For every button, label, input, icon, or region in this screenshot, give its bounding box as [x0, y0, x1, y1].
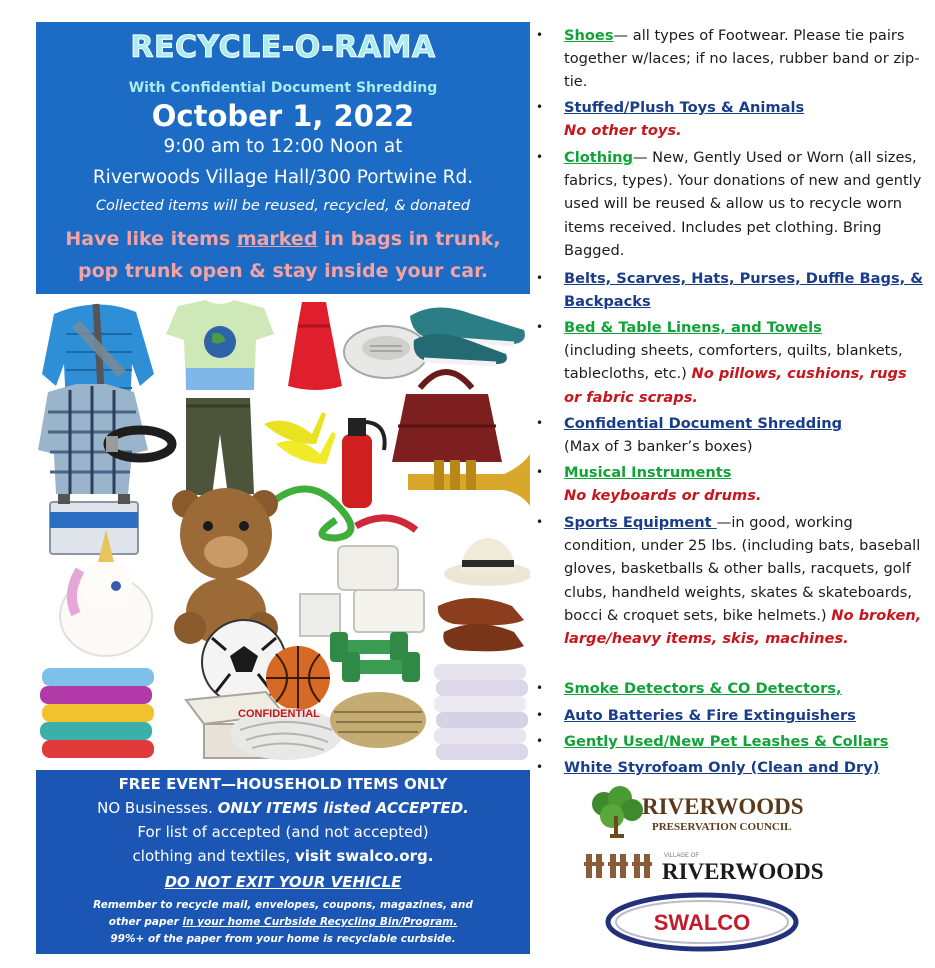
magazine-pile-image [330, 692, 426, 748]
visit-swalco-link[interactable]: visit swalco.org. [294, 847, 434, 865]
bullet-icon: • [536, 681, 544, 695]
teddy-bear-image [172, 488, 278, 646]
reminder-line-1: Remember to recycle mail, envelopes, coupons, magazines, and [93, 899, 473, 911]
fire-extinguisher-image [342, 418, 385, 508]
green-pants-image [186, 398, 254, 496]
for-list-line: For list of accepted (and not accepted) [137, 823, 429, 841]
shoes-heading: Shoes [564, 27, 614, 44]
sports-equipment-heading: Sports Equipment [564, 514, 717, 531]
red-dress-image [288, 302, 342, 390]
swalco-name: SWALCO [653, 910, 751, 935]
reminder-line-3: 99%+ of the paper from your home is recyclable curbside. [110, 933, 456, 945]
visit-swalco-line [36, 847, 530, 865]
rpc-subtitle: PRESERVATION COUNCIL [652, 821, 792, 833]
collected-note: Collected items will be reused, recycled, & donated [95, 198, 471, 214]
bullet-icon: • [536, 515, 544, 529]
linens-heading: Bed & Table Linens, and Towels [564, 319, 822, 336]
only-items-text: ONLY ITEMS listed ACCEPTED. [217, 799, 469, 817]
basketball-image [266, 646, 330, 710]
musical-instruments-note: No keyboards or drums. [564, 487, 762, 505]
sneakers-image [410, 307, 525, 364]
instruction-pre: Have like items [65, 228, 237, 250]
bullet-icon: • [536, 708, 544, 722]
bullet-icon: • [536, 760, 544, 774]
event-location: Riverwoods Village Hall/300 Portwine Rd. [92, 167, 474, 188]
stuffed-toys-note: No other toys. [564, 122, 682, 140]
styrofoam-image [300, 546, 424, 636]
flyer-left-panel [36, 22, 530, 954]
event-footer-panel [36, 770, 530, 954]
stuffed-toys-heading: Stuffed/Plush Toys & Animals [564, 99, 805, 116]
reminder-line-2-pre: other paper [108, 916, 183, 928]
smoke-detectors-heading: Smoke Detectors & CO Detectors, [564, 680, 842, 697]
event-header-panel [36, 22, 530, 294]
purse-image [392, 372, 502, 462]
no-businesses-line [36, 799, 530, 817]
dumbbells-image [330, 632, 420, 682]
bullet-icon: • [536, 416, 544, 430]
no-businesses-text: NO Businesses. [97, 799, 218, 817]
car-battery-image [50, 494, 138, 554]
instruction-marked: marked [236, 228, 318, 250]
bullet-icon: • [536, 28, 544, 42]
clothing-heading: Clothing [564, 149, 633, 166]
village-of-label: VILLAGE OF [664, 853, 700, 859]
village-building-icon [584, 854, 652, 878]
towels-stack-image [40, 668, 154, 758]
swalco-logo [604, 892, 800, 952]
shredding-text: (Max of 3 banker’s boxes) [564, 438, 753, 456]
oak-leaf-icon [592, 786, 643, 836]
pet-leashes-heading: Gently Used/New Pet Leashes & Collars [564, 733, 889, 750]
shredding-heading: Confidential Document Shredding [564, 415, 843, 432]
riverwoods-preservation-council-logo [582, 786, 852, 842]
village-of-riverwoods-logo [582, 848, 842, 882]
batteries-heading: Auto Batteries & Fire Extinguishers [564, 707, 856, 724]
reminder-line-2 [36, 916, 530, 928]
clothing-textiles-text: clothing and textiles, [132, 847, 295, 865]
bullet-icon: • [536, 320, 544, 334]
bullet-icon: • [536, 100, 544, 114]
bullet-icon: • [536, 271, 544, 285]
instruction-post: in bags in trunk, [317, 228, 501, 250]
bullet-icon: • [536, 150, 544, 164]
do-not-exit-warning: DO NOT EXIT YOUR VEHICLE [164, 873, 402, 891]
reminder-line-2-curbside: in your home Curbside Recycling Bin/Program. [182, 916, 458, 928]
event-subtitle: With Confidential Document Shredding [128, 80, 438, 96]
event-title: RECYCLE-O-RAMA [130, 30, 436, 65]
instruction-line-1 [36, 228, 530, 250]
village-name: RIVERWOODS [662, 859, 824, 882]
instruction-line-2: pop trunk open & stay inside your car. [78, 260, 488, 282]
linens-text: (including sheets, comforters, quilts, blankets, tablecloths, etc.) [564, 342, 903, 383]
belts-bags-heading: Belts, Scarves, Hats, Purses, Duffle Bags, & Backpacks [564, 270, 923, 311]
boat-shoes-image [438, 598, 524, 651]
bullet-icon: • [536, 734, 544, 748]
event-time: 9:00 am to 12:00 Noon at [163, 136, 403, 157]
items-collage [36, 294, 530, 770]
clothing-text: — New, Gently Used or Worn (all sizes, fabrics, types). Your donations of new and gently used will be reused & allow us to recycle worn items received. Includes pet clothing. Bring Bagged. [564, 149, 922, 259]
rpc-name: RIVERWOODS [642, 794, 804, 819]
plaid-shirt-image [38, 384, 148, 494]
linens-note: No pillows, cushions, rugs or fabric scraps. [564, 365, 907, 406]
event-date: October 1, 2022 [151, 99, 415, 133]
straw-hat-image [444, 538, 530, 586]
earth-tshirt-image [166, 300, 274, 390]
yellow-heels-image [264, 412, 336, 464]
confidential-label: CONFIDENTIAL [238, 708, 320, 720]
free-event-line: FREE EVENT—HOUSEHOLD ITEMS ONLY [118, 775, 448, 793]
sports-equipment-text: —in good, working condition, under 25 lbs. (including bats, baseball gloves, basketballs & other balls, racquets, golf clubs, handheld weights, skates & skateboards, bocci & croquet sets, bike helmets.) [564, 514, 921, 624]
shoes-text: — all types of Footwear. Please tie pairs together w/laces; if no laces, rubber band or zip-tie. [564, 27, 920, 91]
musical-instruments-heading: Musical Instruments [564, 464, 732, 481]
sports-equipment-note: No broken, large/heavy items, skis, machines. [564, 606, 922, 648]
linens-stack-image [434, 664, 528, 760]
styrofoam-heading: White Styrofoam Only (Clean and Dry) [564, 759, 880, 776]
bullet-icon: • [536, 465, 544, 479]
